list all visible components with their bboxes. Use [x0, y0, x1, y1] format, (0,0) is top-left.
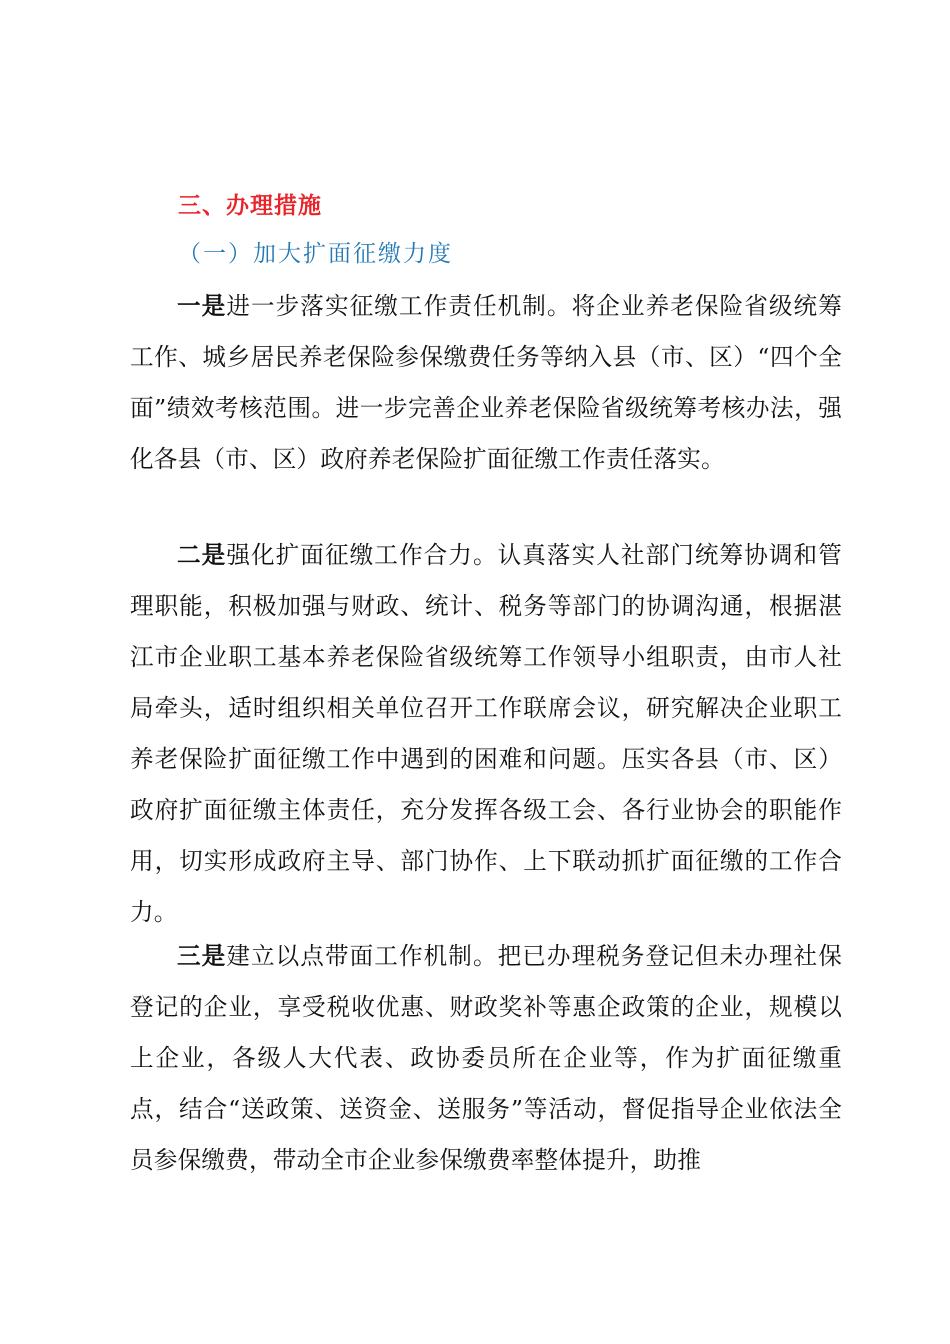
paragraph-1-lead: 一是 [177, 292, 227, 320]
paragraph-2 [130, 530, 842, 938]
subsection-heading: （一）加大扩面征缴力度 [178, 241, 453, 267]
section-heading: 三、办理措施 [178, 193, 322, 219]
paragraph-3-lead: 三是 [177, 942, 227, 970]
paragraph-1-text: 进一步落实征缴工作责任机制。将企业养老保险省级统筹工作、城乡居民养老保险参保缴费任务等纳入县（市、区）“四个全面”绩效考核范围。进一步完善企业养老保险省级统筹考核办法，强化各县（市、区）政府养老保险扩面征缴工作责任落实。 [130, 292, 842, 473]
paragraph-3 [130, 931, 842, 1186]
paragraph-2-lead: 二是 [177, 541, 227, 569]
paragraph-3-text: 建立以点带面工作机制。把已办理税务登记但未办理社保登记的企业，享受税收优惠、财政奖补等惠企政策的企业，规模以上企业，各级人大代表、政协委员所在企业等，作为扩面征缴重点，结合“送政策、送资金、送服务”等活动，督促指导企业依法全员参保缴费，带动全市企业参保缴费率整体提升，助推 [130, 942, 842, 1174]
paragraph-2-text: 强化扩面征缴工作合力。认真落实人社部门统筹协调和管理职能，积极加强与财政、统计、税务等部门的协调沟通，根据湛江市企业职工基本养老保险省级统筹工作领导小组职责，由市人社局牵头，适时组织相关单位召开工作联席会议，研究解决企业职工养老保险扩面征缴工作中遇到的困难和问题。压实各县（市、区）政府扩面征缴主体责任，充分发挥各级工会、各行业协会的职能作用，切实形成政府主导、部门协作、上下联动抓扩面征缴的工作合力。 [130, 541, 842, 926]
paragraph-1 [130, 281, 842, 485]
